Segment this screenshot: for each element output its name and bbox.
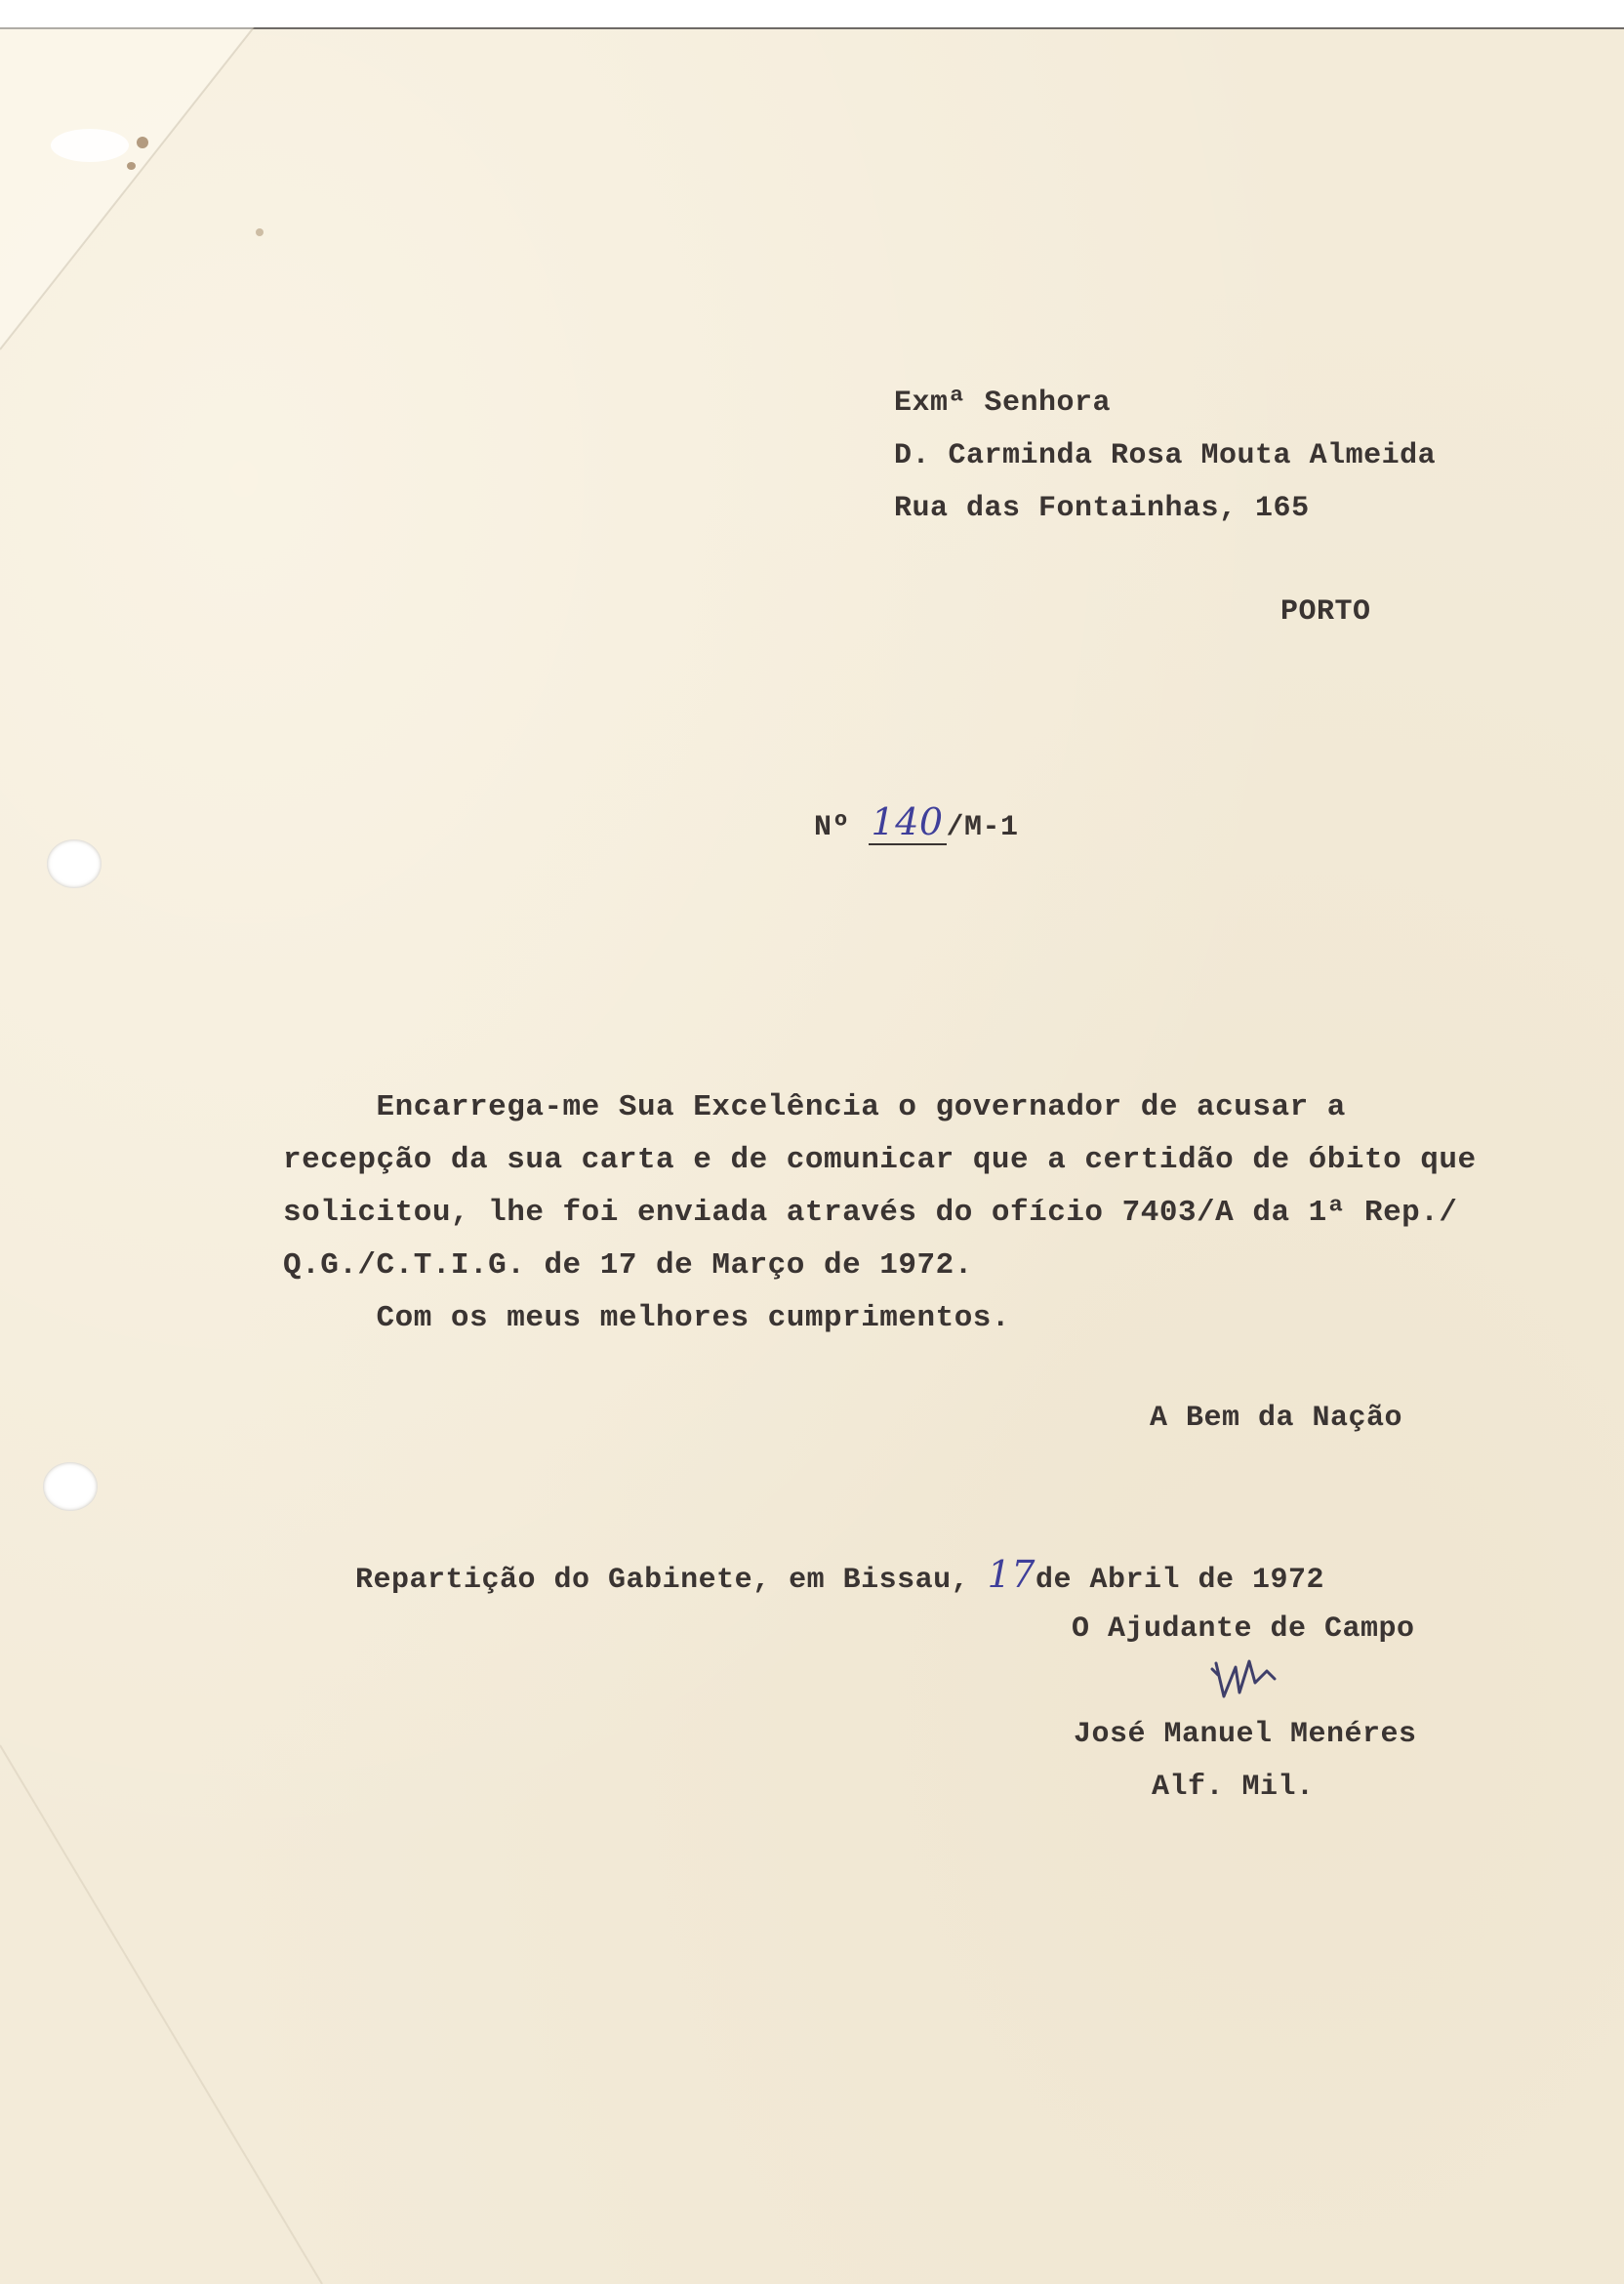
punch-hole-top <box>47 839 102 888</box>
body-line: recepção da sua carta e de comunicar que a certidão de óbito que <box>283 1143 1477 1177</box>
recipient-salutation: Exmª Senhora <box>894 387 1112 420</box>
reference-number <box>742 748 1019 907</box>
body-line: Q.G./C.T.I.G. de 17 de Março de 1972. <box>283 1248 973 1283</box>
date-place: Repartição do Gabinete, em Bissau, <box>355 1564 988 1597</box>
paper-stain <box>51 129 129 162</box>
body-line: Encarrega-me Sua Excelência o governador de acusar a <box>283 1090 1346 1124</box>
recipient-city: PORTO <box>1280 595 1371 629</box>
paper-stain <box>137 137 148 148</box>
date-handwritten-day: 17 <box>987 1553 1035 1596</box>
signatory-rank: Alf. Mil. <box>1152 1771 1315 1804</box>
reference-suffix: /M-1 <box>946 811 1019 844</box>
recipient-street: Rua das Fontainhas, 165 <box>894 492 1310 525</box>
paper-stain <box>127 162 136 170</box>
reference-handwritten-number: 140 <box>869 800 947 845</box>
reference-prefix: Nº <box>814 811 869 844</box>
handwritten-signature <box>1206 1653 1284 1708</box>
body-line: Com os meus melhores cumprimentos. <box>283 1301 1011 1335</box>
signature-role: O Ajudante de Campo <box>1072 1612 1415 1646</box>
recipient-name: D. Carminda Rosa Mouta Almeida <box>894 439 1437 472</box>
closing-formula: A Bem da Nação <box>1150 1402 1403 1435</box>
paper-stain <box>256 228 264 236</box>
letter-body <box>283 1081 1532 1345</box>
body-line: solicitou, lhe foi enviada através do ofício 7403/A da 1ª Rep./ <box>283 1196 1458 1230</box>
punch-hole-bottom <box>43 1462 98 1511</box>
letter-page <box>0 27 1624 2284</box>
signatory-name: José Manuel Menéres <box>1074 1718 1417 1751</box>
date-month-year: de Abril de 1972 <box>1035 1564 1325 1597</box>
